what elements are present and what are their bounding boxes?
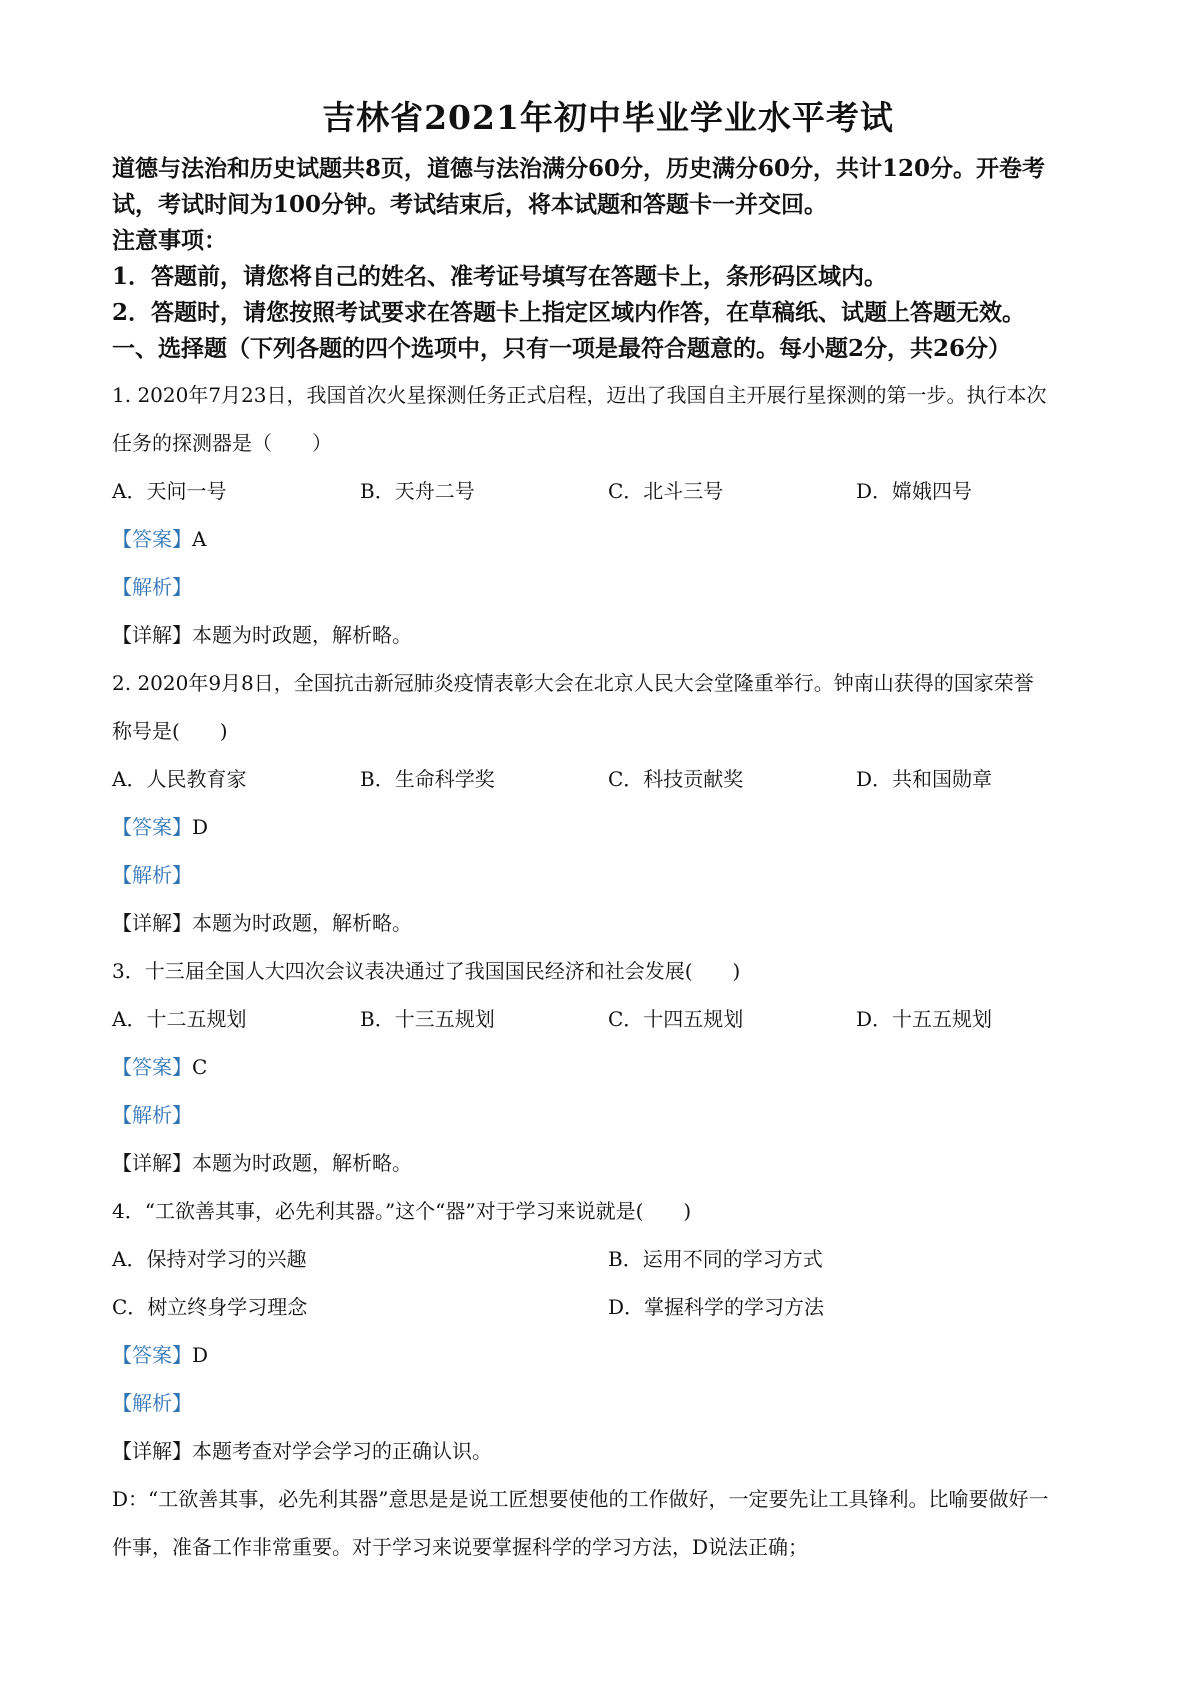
option-a: A．人民教育家 [112,767,247,791]
question-stem: 任务的探测器是（ ） [112,431,332,455]
option-d: D．共和国勋章 [856,767,993,791]
analysis-line [112,1091,1104,1139]
detail-line [112,899,1104,947]
option-row [112,995,1104,1043]
answer-line [112,1043,1104,1091]
analysis-line [112,851,1104,899]
detail-label: 【详解】 [112,911,192,935]
question-stem: 2. 2020年9月8日，全国抗击新冠肺炎疫情表彰大会在北京人民大会堂隆重举行。钟南山获得的国家荣誉 [112,671,1034,695]
detail-text: 本题为时政题，解析略。 [192,623,412,647]
answer-value: A [192,527,207,551]
detail-text: 件事，准备工作非常重要。对于学习来说要掌握科学的学习方法，D说法正确； [112,1535,809,1559]
analysis-label: 【解析】 [112,575,192,599]
intro-line: 试，考试时间为100分钟。考试结束后，将本试题和答题卡一并交回。 [112,191,828,218]
analysis-line [112,1379,1104,1427]
notice-item: 2．答题时，请您按照考试要求在答题卡上指定区域内作答，在草稿纸、试题上答题无效。 [112,299,1026,326]
question-stem: 3．十三届全国人大四次会议表决通过了我国国民经济和社会发展( ) [112,959,741,983]
detail-line [112,1427,1104,1475]
analysis-label: 【解析】 [112,863,192,887]
analysis-label: 【解析】 [112,1103,192,1127]
option-b: B．运用不同的学习方式 [608,1247,823,1271]
answer-value: C [192,1055,208,1079]
detail-label: 【详解】 [112,1151,192,1175]
question-2 [112,659,1104,947]
option-row [112,1235,1104,1283]
question-3 [112,947,1104,1187]
option-a: A．天问一号 [112,479,227,503]
option-d: D．掌握科学的学习方法 [608,1295,825,1319]
detail-line [112,1139,1104,1187]
option-b: B．天舟二号 [360,479,475,503]
page-title: 吉林省2021年初中毕业学业水平考试 [322,98,894,137]
detail-label: 【详解】 [112,1439,192,1463]
answer-value: D [192,1343,209,1367]
question-stem: 1. 2020年7月23日，我国首次火星探测任务正式启程，迈出了我国自主开展行星探测的第一步。执行本次 [112,383,1047,407]
option-c: C．十四五规划 [608,1007,744,1031]
option-b: B．生命科学奖 [360,767,495,791]
detail-text: 本题为时政题，解析略。 [192,1151,412,1175]
detail-line [112,611,1104,659]
answer-label: 【答案】 [112,815,192,839]
option-c: C．北斗三号 [608,479,724,503]
answer-value: D [192,815,209,839]
option-row [112,755,1104,803]
analysis-label: 【解析】 [112,1391,192,1415]
answer-label: 【答案】 [112,527,192,551]
detail-label: 【详解】 [112,623,192,647]
question-stem: 称号是( ) [112,719,228,743]
option-row [112,1283,1104,1331]
option-c: C．树立终身学习理念 [112,1295,308,1319]
notice-heading: 注意事项： [112,227,227,254]
option-d: D．嫦娥四号 [856,479,973,503]
exam-instructions [112,151,1104,367]
option-a: A．保持对学习的兴趣 [112,1247,307,1271]
notice-item: 1．答题前，请您将自己的姓名、准考证号填写在答题卡上，条形码区域内。 [112,263,888,290]
answer-line [112,515,1104,563]
option-row [112,467,1104,515]
detail-text: D：“工欲善其事，必先利其器”意思是是说工匠想要使他的工作做好，一定要先让工具锋利。比喻要做好一 [112,1487,1049,1511]
option-b: B．十三五规划 [360,1007,495,1031]
option-a: A．十二五规划 [112,1007,247,1031]
question-4 [112,1187,1104,1571]
answer-line [112,1331,1104,1379]
intro-line: 道德与法治和历史试题共8页，道德与法治满分60分，历史满分60分，共计120分。开卷考 [112,155,1046,182]
option-c: C．科技贡献奖 [608,767,744,791]
answer-label: 【答案】 [112,1055,192,1079]
option-d: D．十五五规划 [856,1007,993,1031]
detail-text: 本题为时政题，解析略。 [192,911,412,935]
analysis-line [112,563,1104,611]
detail-text: 本题考查对学会学习的正确认识。 [192,1439,492,1463]
question-1 [112,371,1104,659]
answer-line [112,803,1104,851]
question-stem: 4．“工欲善其事，必先利其器。”这个“器”对于学习来说就是( ) [112,1199,692,1223]
section-heading: 一、选择题（下列各题的四个选项中，只有一项是最符合题意的。每小题2分，共26分） [112,335,1012,362]
answer-label: 【答案】 [112,1343,192,1367]
